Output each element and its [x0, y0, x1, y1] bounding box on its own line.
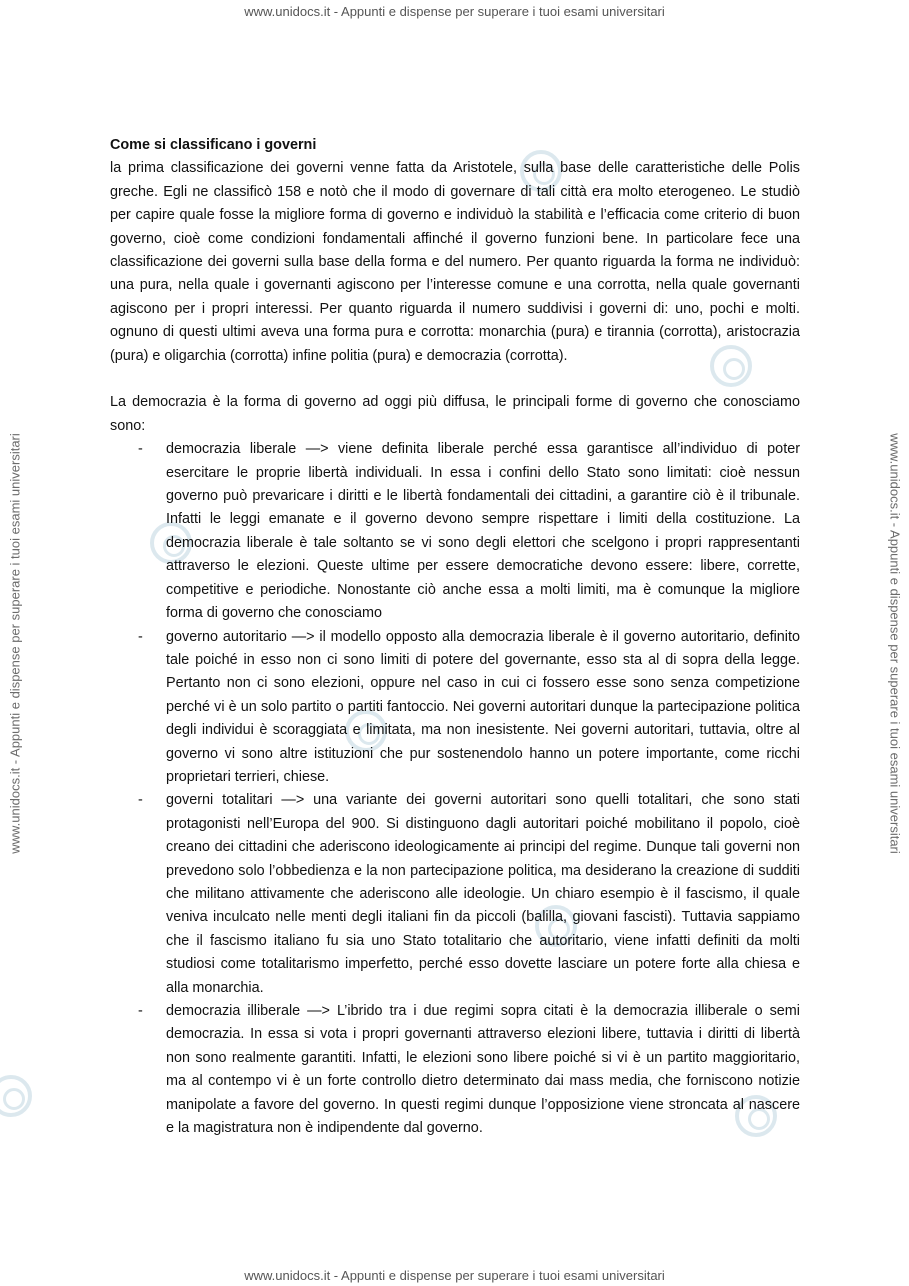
- forms-of-government-list: [110, 438, 800, 1140]
- paragraph-spacer: [110, 368, 800, 391]
- watermark-side-right: www.unidocs.it - Appunti e dispense per superare i tuoi esami universitari: [887, 433, 903, 854]
- watermark-side-left: www.unidocs.it - Appunti e dispense per superare i tuoi esami universitari: [7, 433, 23, 854]
- list-item: [110, 789, 800, 1000]
- list-item: [110, 626, 800, 790]
- watermark-footer: www.unidocs.it - Appunti e dispense per superare i tuoi esami universitari: [244, 1268, 665, 1283]
- list-item: [110, 1000, 800, 1140]
- bullet-marker: -: [138, 441, 143, 458]
- list-item-text: democrazia illiberale —> L’ibrido tra i due regimi sopra citati è la democrazia illiberale o semi democrazia. In essa si vota i propri governanti attraverso elezioni libere, tuttavia i diritti di libertà non sono realmente garantiti. Infatti, le elezioni sono libere poiché si vi è un partito maggioritario, ma al contempo vi è un forte controllo dietro determinato dai mass media, che forniscono notizie manipolate a favore del governo. In questi regimi dunque l’opposizione viene stroncata al nascere e la magistratura non è indipendente dal governo.: [166, 1003, 800, 1137]
- bullet-marker: -: [138, 792, 143, 809]
- unidocs-logo-icon: [0, 1075, 32, 1117]
- intro-paragraph: la prima classificazione dei governi venne fatta da Aristotele, sulla base delle caratteristiche delle Polis greche. Egli ne classificò 158 e notò che il modo di governare di tali città era molto eterogeneo. Le studiò per capire quale fosse la migliore forma di governo e individuò la stabilità e l’efficacia come criterio di buon governo, cioè come condizioni fondamentali affinché il governo funzioni bene. In particolare fece una classificazione dei governi sulla base della forma e del numero. Per quanto riguarda la forma ne individuò: una pura, nella quale i governanti agiscono per l’interesse comune e una corrotta, nella quale governanti agiscono per i propri interessi. Per quanto riguarda il numero suddivisi i governi di: uno, pochi e molti. ognuno di questi ultimi aveva una forma pura e corrotta: monarchia (pura) e tirannia (corrotta), aristocrazia (pura) e oligarchia (corrotta) infine politia (pura) e democrazia (corrotta).: [110, 160, 800, 364]
- watermark-header: www.unidocs.it - Appunti e dispense per superare i tuoi esami universitari: [244, 4, 665, 19]
- bullet-marker: -: [138, 1003, 143, 1020]
- bullet-marker: -: [138, 628, 143, 645]
- democracy-intro-paragraph: La democrazia è la forma di governo ad oggi più diffusa, le principali forme di governo che conosciamo sono:: [110, 394, 800, 434]
- list-item-text: governo autoritario —> il modello opposto alla democrazia liberale è il governo autoritario, definito tale poiché in esso non ci sono limiti di potere del governante, esso sta al di sopra della legge. Pertanto non ci sono elezioni, oppure nel caso in cui ci fossero esse sono senza competizione perché vi è un solo partito o partiti fantoccio. Nei governi autoritari dunque la partecipazione politica degli individui è scoraggiata e limitata, ma non inesistente. Nei governi autoritari, tuttavia, oltre al governo vi sono altre istituzioni che pur sostenendolo hanno un potere importante, come ricchi proprietari terrieri, chiese.: [166, 628, 800, 785]
- document-title: Come si classificano i governi: [110, 137, 317, 153]
- list-item-text: governi totalitari —> una variante dei governi autoritari sono quelli totalitari, che sono stati protagonisti nell’Europa del 900. Si distinguono dagli autoritari poiché mobilitano il popolo, cioè creano dei cittadini che aderiscono ideologicamente ai principi del regime. Dunque tali governi non prevedono solo l’obbedienza e la non partecipazione politica, ma desiderano la creazione di sudditi che militano attivamente che aderiscono alle ideologie. Un chiaro esempio è il fascismo, il quale veniva inculcato nelle menti degli italiani fin da piccoli (balilla, giovani fascisti). Tuttavia sappiamo che il fascismo italiano fu sia uno Stato totalitario che autoritario, viene infatti definiti da molti studiosi come totalitarismo imperfetto, perché esso dovette lasciare un potere forte alla chiesa e alla monarchia.: [166, 792, 800, 996]
- list-item: [110, 438, 800, 625]
- document-body: [110, 134, 800, 1140]
- list-item-text: democrazia liberale —> viene definita liberale perché essa garantisce all’individuo di poter esercitare le proprie libertà individuali. In essa i confini dello Stato sono limitati: cioè nessun governo può prevaricare i diritti e le libertà fondamentali dei cittadini, a garantire ciò è il tribunale. Infatti le leggi emanate e il governo devono sempre rispettare i limiti della costituzione. La democrazia liberale è tale soltanto se vi sono degli elettori che scelgono i propri rappresentanti attraverso le elezioni. Queste ultime per essere democratiche devono essere: libere, corrette, competitive e periodiche. Nonostante ciò anche essa a molti limiti, ma è comunque la migliore forma di governo che conosciamo: [166, 441, 800, 622]
